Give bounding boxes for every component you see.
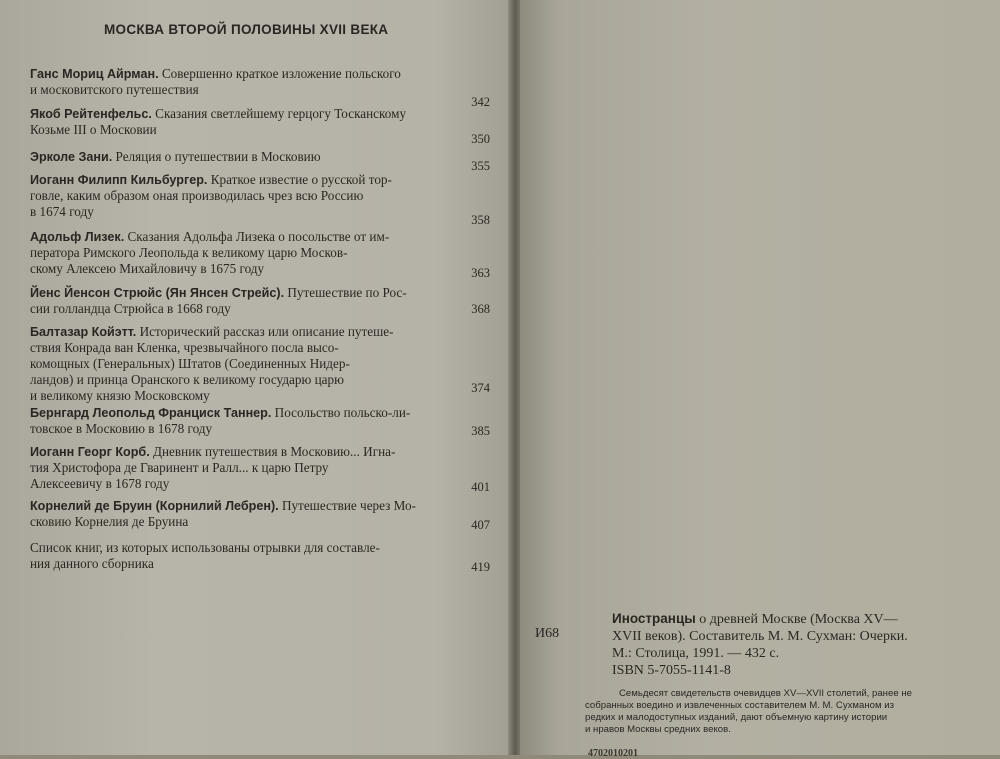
- toc-line: [30, 421, 500, 437]
- toc-line: [30, 324, 500, 340]
- toc-page-number: 368: [471, 302, 490, 316]
- toc-author: Бернгард Леопольд Франциск Таннер.: [30, 406, 272, 420]
- toc-entry: [30, 106, 500, 138]
- toc-entry: [30, 229, 500, 277]
- toc-title-text: Реляция о путешествии в Московию: [115, 149, 321, 164]
- toc-line: [30, 372, 500, 388]
- toc-line: [30, 82, 500, 98]
- toc-line: [30, 261, 500, 277]
- toc-author: Эрколе Зани.: [30, 150, 113, 164]
- toc-line: [30, 106, 500, 122]
- toc-page-number: 363: [471, 266, 490, 280]
- toc-line: [30, 356, 500, 372]
- bibliographic-record: [612, 610, 997, 679]
- toc-title-text: Сказания Адольфа Лизека о посольстве от им-: [127, 229, 390, 244]
- toc-line: [30, 172, 500, 188]
- toc-entry: [30, 498, 500, 530]
- toc-page-number: 374: [471, 381, 490, 395]
- toc-title-text: сии голландца Стрюйса в 1668 году: [30, 301, 231, 316]
- toc-page-number: 407: [471, 518, 490, 532]
- toc-line: [30, 301, 500, 317]
- toc-title-text: Посольство польско-ли-: [274, 405, 411, 420]
- toc-line: [30, 66, 500, 82]
- toc-title-text: Дневник путешествия в Московию... Игна-: [153, 444, 396, 459]
- abstract-line: и нравов Москвы средних веков.: [585, 724, 731, 735]
- biblio-isbn: ISBN 5-7055-1141-8: [612, 663, 731, 678]
- toc-title-text: товское в Московию в 1678 году: [30, 421, 213, 436]
- toc-line: [30, 188, 500, 204]
- toc-line: [30, 229, 500, 245]
- toc-line: [30, 556, 500, 572]
- toc-page-number: 358: [471, 213, 490, 227]
- biblio-title-word: Иностранцы: [612, 611, 696, 626]
- toc-line: [30, 285, 500, 301]
- toc-line: [30, 540, 500, 556]
- toc-title-text: Путешествие через Мо-: [281, 498, 417, 513]
- toc-title-text: Совершенно краткое изложение польского: [161, 66, 401, 81]
- toc-title-text: тия Христофора де Гваринент и Ралл... к царю Петру: [30, 460, 329, 475]
- toc-title-text: Путешествие по Рос-: [287, 285, 407, 300]
- toc-title-text: ния данного сборника: [30, 556, 154, 571]
- abstract-line: Семьдесят свидетельств очевидцев XV—XVII столетий, ранее не: [619, 688, 912, 699]
- toc-title-text: Краткое известие о русской тор-: [210, 172, 392, 187]
- toc-entry: [30, 444, 500, 492]
- toc-author: Адольф Лизек.: [30, 230, 125, 244]
- toc-title-text: говле, каким образом оная производилась чрез всю Россию: [30, 188, 364, 203]
- toc-page-number: 401: [471, 480, 490, 494]
- section-title: МОСКВА ВТОРОЙ ПОЛОВИНЫ XVII ВЕКА: [104, 22, 389, 37]
- toc-author: Якоб Рейтенфельс.: [30, 107, 152, 121]
- toc-author: Балтазар Койэтт.: [30, 325, 137, 339]
- toc-line: [30, 514, 500, 530]
- toc-entry: [30, 285, 500, 317]
- toc-author: Корнелий де Бруин (Корнилий Лебрен).: [30, 499, 279, 513]
- toc-title-text: ствия Конрада ван Кленка, чрезвычайного посла высо-: [30, 340, 339, 355]
- toc-page-number: 385: [471, 424, 490, 438]
- toc-title-text: и великому князю Московскому: [30, 388, 210, 403]
- toc-line: [30, 245, 500, 261]
- toc-title-text: в 1674 году: [30, 204, 94, 219]
- biblio-line-3: М.: Столица, 1991. — 432 с.: [612, 646, 780, 661]
- abstract-line: собранных воедино и извлеченных составителем М. М. Сухманом из: [585, 700, 894, 711]
- toc-author: Ганс Мориц Айрман.: [30, 67, 159, 81]
- toc-line: [30, 405, 500, 421]
- toc-title-text: сковию Корнелия де Бруина: [30, 514, 189, 529]
- udc-code: И68: [535, 626, 560, 641]
- toc-line: [30, 498, 500, 514]
- toc-page-number: 419: [471, 560, 490, 574]
- toc-title-text: Козьме III о Московии: [30, 122, 157, 137]
- toc-title-text: Алексеевичу в 1678 году: [30, 476, 170, 491]
- toc-page-number: 350: [471, 132, 490, 146]
- toc-line: [30, 122, 500, 138]
- toc-title-text: Исторический рассказ или описание путеше-: [139, 324, 394, 339]
- toc-title-text: ператора Римского Леопольда к великому царю Москов-: [30, 245, 348, 260]
- toc-author: Иоганн Филипп Кильбургер.: [30, 173, 208, 187]
- toc-line: [30, 460, 500, 476]
- toc-line: [30, 340, 500, 356]
- toc-title-text: и московитского путешествия: [30, 82, 199, 97]
- abstract-line: редких и малодоступных изданий, дают объемную картину истории: [585, 712, 888, 723]
- toc-entry: [30, 324, 500, 404]
- toc-line: [30, 444, 500, 460]
- biblio-line-2: XVII веков). Составитель М. М. Сухман: Очерки.: [612, 629, 908, 644]
- toc-title-text: скому Алексею Михайловичу в 1675 году: [30, 261, 265, 276]
- toc-title-text: комощных (Генеральных) Штатов (Соединенных Нидер-: [30, 356, 350, 371]
- toc-entry: [30, 149, 500, 165]
- biblio-line-1: [612, 610, 997, 628]
- toc-title-text: ландов) и принца Оранского к великому государю царю: [30, 372, 344, 387]
- biblio-line-text: о древней Москве (Москва XV—: [699, 612, 898, 627]
- toc-line: [30, 149, 500, 165]
- toc-entry: [30, 172, 500, 220]
- toc-entry: [30, 66, 500, 98]
- toc-title-text: Сказания светлейшему герцогу Тосканскому: [155, 106, 407, 121]
- toc-page-number: 342: [471, 95, 490, 109]
- toc-author: Йенс Йенсон Стрюйс (Ян Янсен Стрейс).: [30, 286, 285, 300]
- abstract: [585, 688, 997, 736]
- toc-entry: [30, 540, 500, 572]
- toc-line: [30, 204, 500, 220]
- toc-title-text: Список книг, из которых использованы отрывки для составле-: [30, 540, 380, 555]
- toc-entry: [30, 405, 500, 437]
- bottom-code: 4702010201: [588, 748, 638, 759]
- toc-line: [30, 388, 500, 404]
- toc-line: [30, 476, 500, 492]
- toc-author: Иоганн Георг Корб.: [30, 445, 150, 459]
- toc-page-number: 355: [471, 159, 490, 173]
